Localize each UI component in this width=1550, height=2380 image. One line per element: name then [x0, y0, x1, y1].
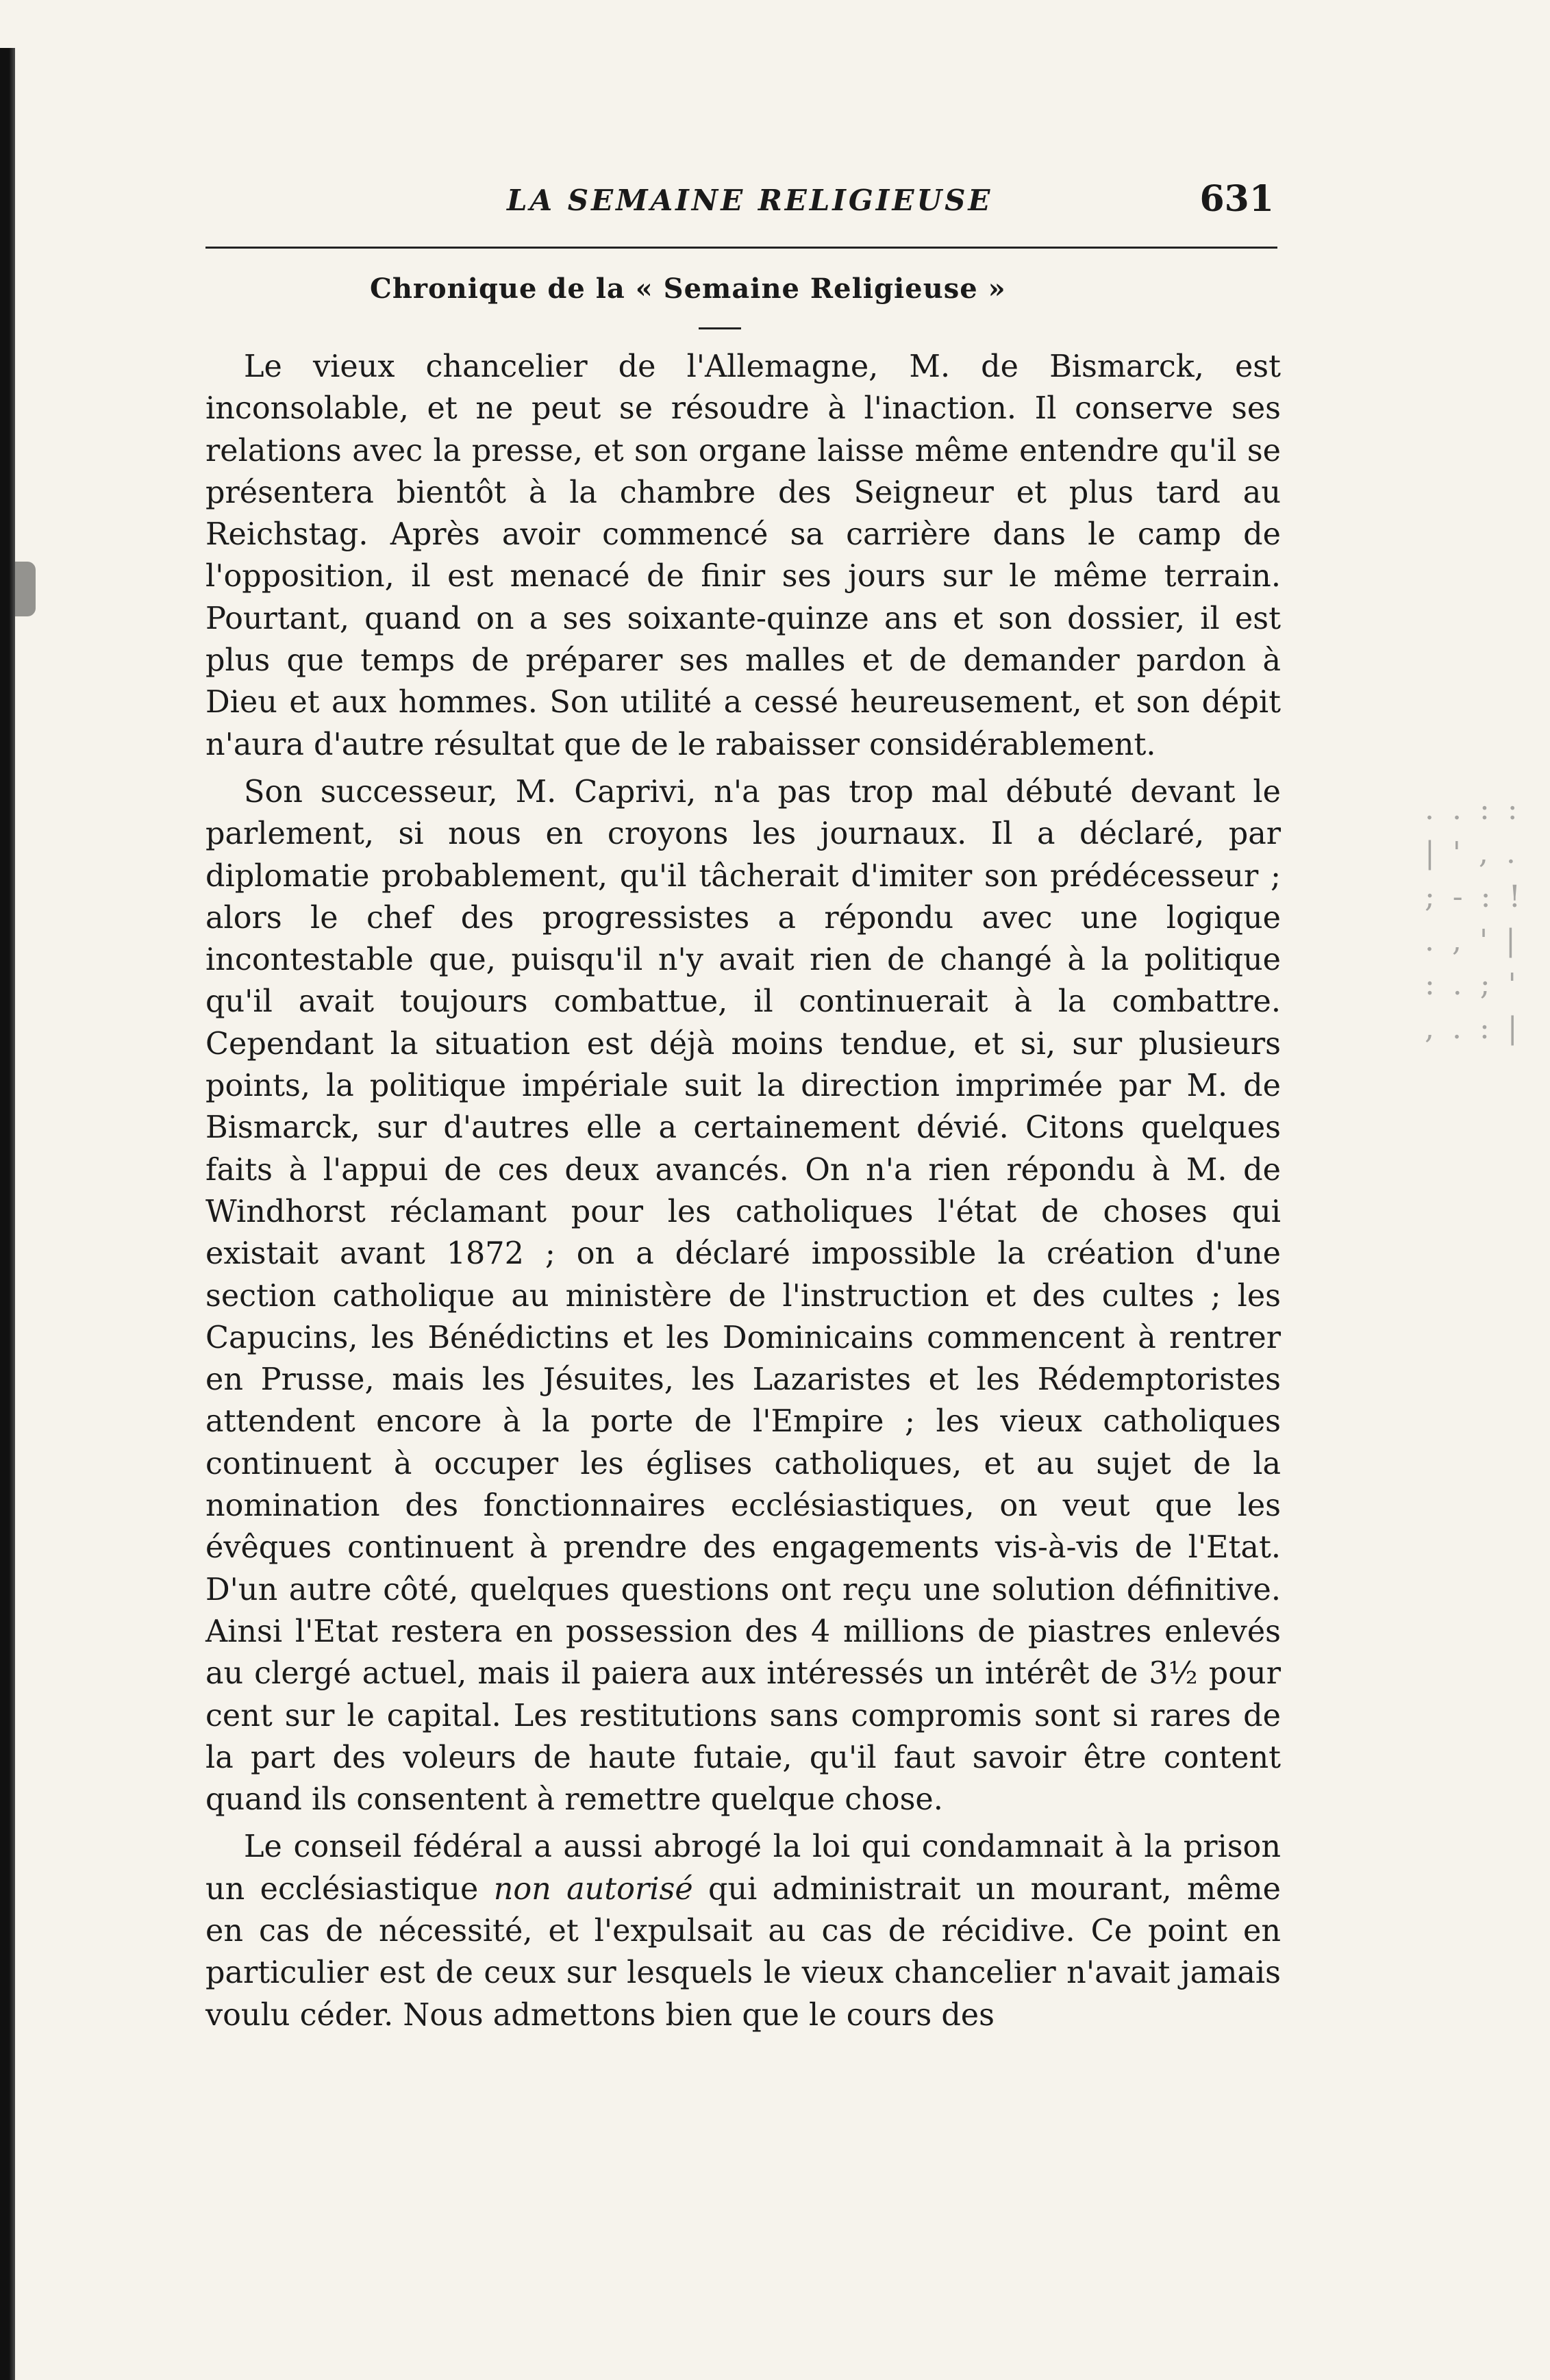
paragraph-1: Le vieux chancelier de l'Allemagne, M. de Bismarck, est inconsolable, et ne peut se résoudre à l'inaction. Il conserve ses relations avec la presse, et son organe laisse même entendre qu'il se présentera bientôt à la chambre des Seigneur et plus tard au Reichstag. Après avoir commencé sa carrière dans le camp de l'opposition, il est menacé de finir ses jours sur le même terrain. Pourtant, quand on a ses soixante-quinze ans et son dossier, il est plus que temps de préparer ses malles et de demander pardon à Dieu et aux hommes. Son utilité a cessé heureusement, et son dépit n'aura d'autre résultat que de le rabaisser considérablement.	[205, 349, 1281, 762]
paragraph-3	[205, 1826, 1281, 2035]
title-dash	[699, 327, 741, 329]
section-title: Chronique de la « Semaine Religieuse »	[370, 273, 1006, 305]
paragraph-3-start: Le conseil fédéral a aussi abrogé la loi qui condamnait à la prison un ecclésiastique	[205, 1829, 1281, 1907]
scan-binding-edge	[0, 48, 15, 2380]
italic-phrase: non autorisé	[493, 1871, 693, 1907]
paragraph-3-end: qui administrait un mourant, même en cas de nécessité, et l'expulsait au cas de récidive. Ce point en particulier est de ceux sur lesquels le vieux chancelier n'avait jamais voulu céder. Nous admettons bien que le cours des	[205, 1871, 1282, 2033]
running-title: LA SEMAINE RELIGIEUSE	[507, 184, 993, 217]
page-number: 631	[1199, 178, 1274, 220]
margin-bleed-marks: . . : : | ' , . ; - : ! . , ' | : . ; ' , . : |	[1425, 792, 1525, 1046]
page-header	[507, 178, 1274, 231]
paragraph-2: Son successeur, M. Caprivi, n'a pas trop mal débuté devant le parlement, si nous en croyons les journaux. Il a déclaré, par diplomatie probablement, qu'il tâcherait d'imiter son prédécesseur ; alors le chef des progressistes a répondu avec une logique incontestable que, puisqu'il n'y avait rien de changé à la politique qu'il avait toujours combattue, il continuerait à la combattre. Cependant la situation est déjà moins tendue, et si, sur plusieurs points, la politique impériale suit la direction imprimée par M. de Bismarck, sur d'autres elle a certainement dévié. Citons quelques faits à l'appui de ces deux avancés. On n'a rien répondu à M. de Windhorst réclamant pour les catholiques l'état de choses qui existait avant 1872 ; on a déclaré impossible la création d'une section catholique au ministère de l'instruction et des cultes ; les Capucins, les Bénédictins et les Dominicains commencent à rentrer en Prusse, mais les Jésuites, les Lazaristes et les Rédemptoristes attendent encore à la porte de l'Empire ; les vieux catholiques continuent à occuper les églises catholiques, et au sujet de la nomination des fonctionnaires ecclésiastiques, on veut que les évêques continuent à prendre des engagements vis-à-vis de l'Etat. D'un autre côté, quelques questions ont reçu une solution définitive. Ainsi l'Etat restera en possession des 4 millions de piastres enlevés au clergé actuel, mais il paiera aux intéressés un intérêt de 3½ pour cent sur le capital. Les restitutions sans compromis sont si rares de la part des voleurs de haute futaie, qu'il faut savoir être content quand ils consentent à remettre quelque chose.	[205, 774, 1281, 1818]
scan-smudge	[15, 562, 36, 616]
header-rule	[205, 247, 1277, 249]
article-body	[205, 346, 1281, 2036]
